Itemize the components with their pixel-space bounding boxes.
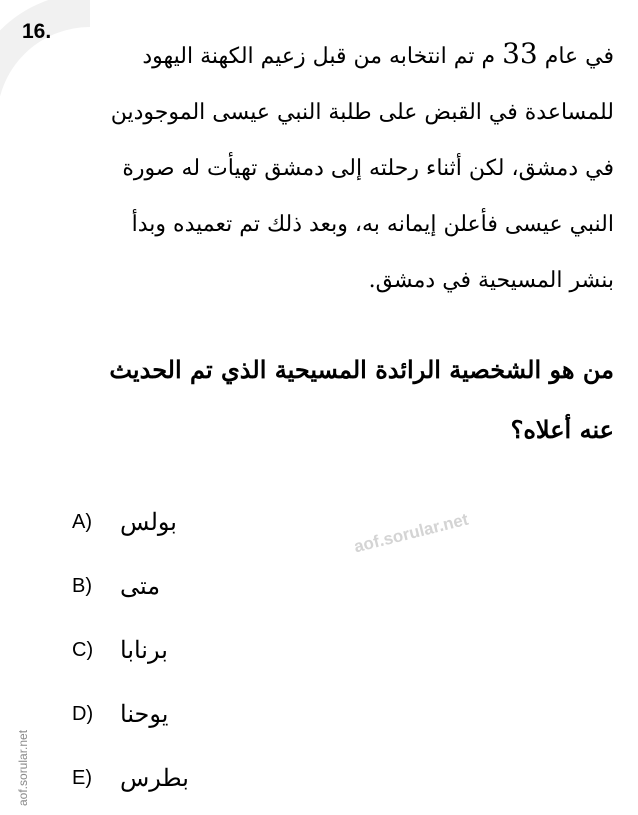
question-passage (54, 26, 614, 309)
option-letter: D) (72, 702, 94, 725)
passage-year: 33 (502, 37, 538, 70)
answer-options (72, 490, 272, 810)
option-letter: B) (72, 574, 92, 597)
passage-line-4: النبي عيسى فأعلن إيمانه به، وبعد ذلك تم تعميده وبدأ (131, 212, 614, 237)
option-text: بطرس (120, 764, 189, 792)
question-number: 16. (22, 20, 52, 43)
option-c[interactable] (72, 618, 272, 682)
option-text: يوحنا (120, 700, 169, 728)
option-b[interactable] (72, 554, 272, 618)
option-d[interactable] (72, 682, 272, 746)
side-watermark: aof.sorular.net (16, 729, 30, 806)
option-text: برنابا (120, 636, 168, 664)
option-e[interactable] (72, 746, 272, 810)
option-letter: E) (72, 766, 92, 789)
question-stem (34, 340, 614, 460)
option-text: بولس (120, 508, 177, 536)
passage-line-1: في عام 33 م تم انتخابه من قبل زعيم الكهنة اليهود (142, 37, 614, 70)
question-line-2: عنه أعلاه؟ (510, 415, 614, 444)
passage-line-2: للمساعدة في القبض على طلبة النبي عيسى الموجودين (110, 100, 614, 125)
passage-line-5: بنشر المسيحية في دمشق. (368, 268, 614, 293)
option-letter: C) (72, 638, 94, 661)
option-a[interactable] (72, 490, 272, 554)
passage-line-3: في دمشق، لكن أثناء رحلته إلى دمشق تهيأت له صورة (122, 156, 614, 181)
option-letter: A) (72, 510, 92, 533)
option-text: متى (120, 572, 161, 600)
question-line-1: من هو الشخصية الرائدة المسيحية الذي تم الحديث (109, 355, 614, 384)
site-watermark: aof.sorular.net (352, 509, 471, 557)
